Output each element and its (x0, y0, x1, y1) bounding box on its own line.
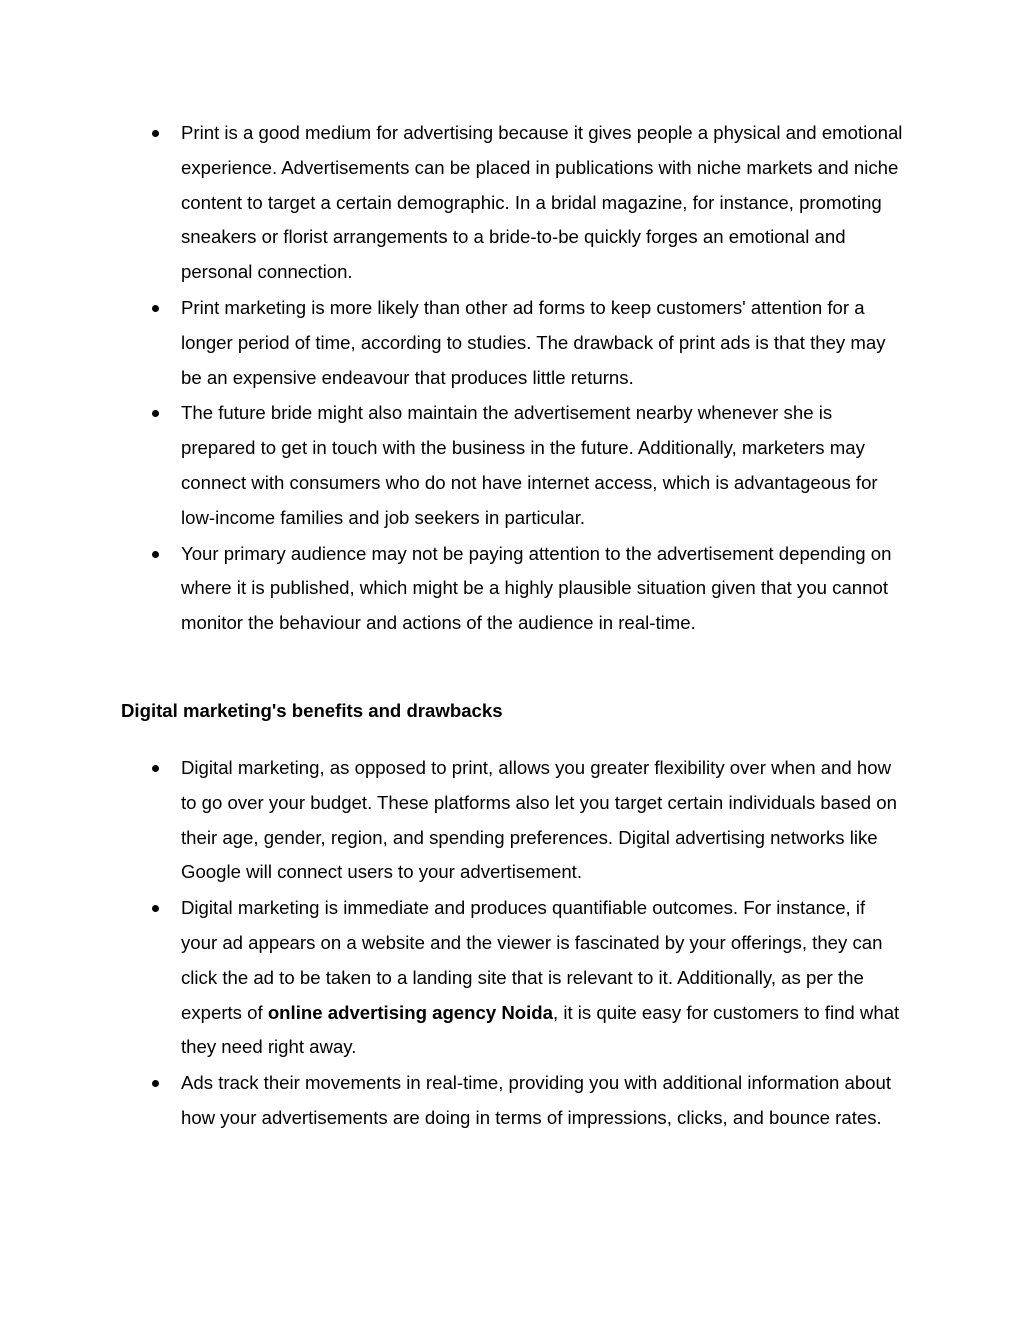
list-item (0, 116, 905, 290)
list-item-text: Digital marketing, as opposed to print, allows you greater flexibility over when and how to go over your budget. These platforms also let you target certain individuals based on their age, gender, region, and spending preferences. Digital advertising networks like Google will connect users to your advertisement. (181, 757, 897, 883)
bullet-icon (152, 305, 159, 312)
section-heading: Digital marketing's benefits and drawbacks (121, 700, 503, 721)
list-item-text: Print is a good medium for advertising because it gives people a physical and emotional experience. Advertisements can be placed in publications with niche markets and niche content to target a certain demographic. In a bridal magazine, for instance, promoting sneakers or florist arrangements to a bride-to-be quickly forges an emotional and personal connection. (181, 122, 903, 283)
print-marketing-list (0, 116, 905, 642)
list-item-text: Digital marketing is immediate and produces quantifiable outcomes. For instance, if your ad appears on a website and the viewer is fascinated by your offerings, they can click the ad to be taken to a landing site that is relevant to it. Additionally, as per the experts of (181, 897, 883, 1023)
bullet-icon (152, 130, 159, 137)
bullet-icon (152, 765, 159, 772)
bullet-icon (152, 551, 159, 558)
list-item (0, 891, 905, 1065)
bullet-icon (152, 905, 159, 912)
digital-marketing-list (0, 751, 905, 1137)
list-item-text-end: , it is quite easy for customers to find what they need right away. (181, 1001, 900, 1058)
list-item-text: The future bride might also maintain the advertisement nearby whenever she is prepared to get in touch with the business in the future. Additionally, marketers may connect with consumers who do not have internet access, which is advantageous for low-income families and job seekers in particular. (181, 402, 878, 528)
list-item (0, 396, 905, 535)
bullet-icon (152, 410, 159, 417)
list-item (0, 291, 905, 395)
list-item (0, 1066, 905, 1136)
list-item (0, 751, 905, 890)
agency-name-bold: online advertising agency Noida (267, 1001, 553, 1023)
list-item-text: Ads track their movements in real-time, providing you with additional information about how your advertisements are doing in terms of impressions, clicks, and bounce rates. (181, 1072, 892, 1128)
bullet-icon (152, 1080, 159, 1087)
list-item-text: Your primary audience may not be paying attention to the advertisement depending on where it is published, which might be a highly plausible situation given that you cannot monitor the behaviour and actions of the audience in real-time. (181, 542, 892, 634)
list-item-text: Print marketing is more likely than other ad forms to keep customers' attention for a longer period of time, according to studies. The drawback of print ads is that they may be an expensive endeavour that produces little returns. (181, 296, 886, 388)
list-item (0, 537, 905, 641)
